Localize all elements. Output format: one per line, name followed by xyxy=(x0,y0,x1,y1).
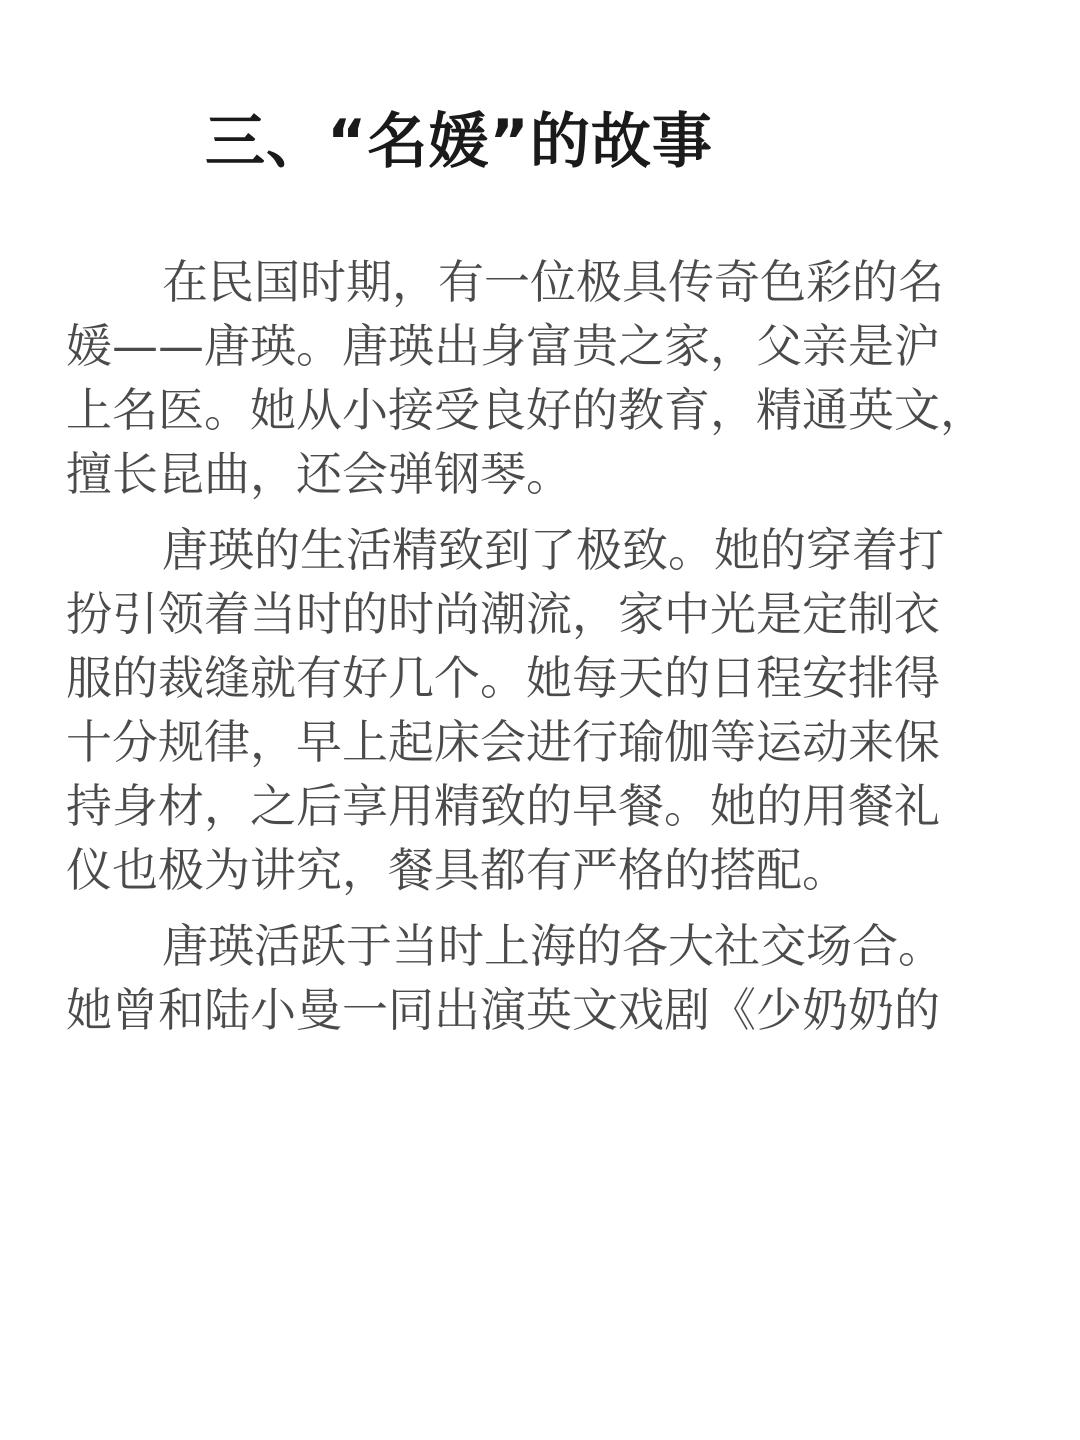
text-line: 唐瑛的生活精致到了极致。她的穿着打 xyxy=(162,523,944,577)
text-line: 仪也极为讲究，餐具都有严格的搭配。 xyxy=(66,843,848,897)
text-line: 媛——唐瑛。唐瑛出身富贵之家，父亲是沪 xyxy=(66,319,940,373)
article-body xyxy=(66,250,986,1042)
paragraph-2 xyxy=(66,518,978,902)
paragraph-1 xyxy=(66,250,986,506)
text-line: 服的裁缝就有好几个。她每天的日程安排得 xyxy=(66,651,940,705)
text-line: 扮引领着当时的时尚潮流，家中光是定制衣 xyxy=(66,587,940,641)
text-line: 上名医。她从小接受良好的教育，精通英文， xyxy=(66,383,986,437)
text-line: 持身材，之后享用精致的早餐。她的用餐礼 xyxy=(66,779,940,833)
text-line: 擅长昆曲，还会弹钢琴。 xyxy=(66,447,572,501)
section-title: 三、“名媛”的故事 xyxy=(205,107,713,177)
text-line: 她曾和陆小曼一同出演英文戏剧《少奶奶的 xyxy=(66,983,940,1037)
text-line: 在民国时期，有一位极具传奇色彩的名 xyxy=(162,255,944,309)
paragraph-3 xyxy=(66,914,978,1042)
text-line: 唐瑛活跃于当时上海的各大社交场合。 xyxy=(162,919,944,973)
text-line: 十分规律，早上起床会进行瑜伽等运动来保 xyxy=(66,715,940,769)
